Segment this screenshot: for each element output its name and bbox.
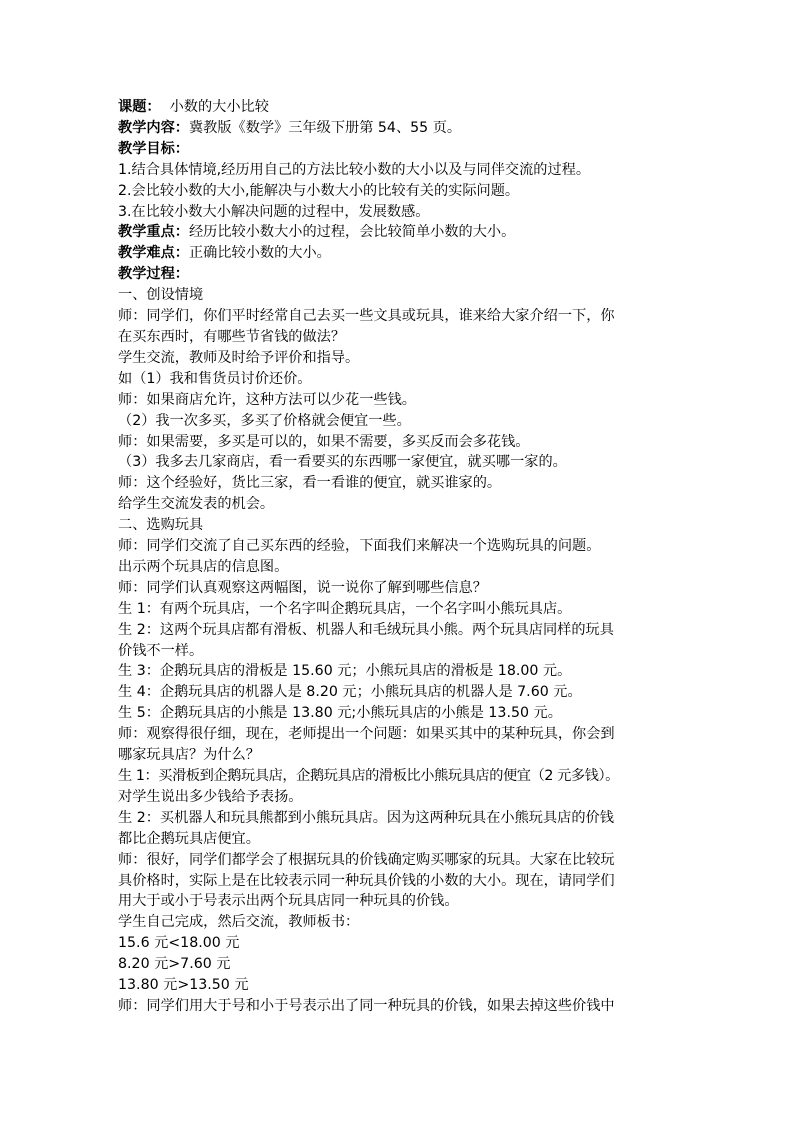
title-label: 课题： (118, 99, 161, 115)
text-line: 师：这个经验好，货比三家，看一看谁的便宜，就买谁家的。 (118, 475, 502, 492)
text-line: 生 5：企鹅玩具店的小熊是 13.80 元;小熊玩具店的小熊是 13.50 元。 (118, 705, 562, 722)
text-line: 师：很好，同学们都学会了根据玩具的价钱确定购买哪家的玩具。大家在比较玩 (118, 851, 615, 868)
difficulty-label: 教学难点： (118, 245, 189, 262)
text-line: 生 2：这两个玩具店都有滑板、机器人和毛绒玩具小熊。两个玩具店同样的玩具 (118, 621, 614, 638)
content-label: 教学内容： (118, 119, 189, 136)
board-writing-line: 13.80 元>13.50 元 (118, 977, 249, 994)
teaching-goals-heading: 教学目标： (118, 140, 189, 157)
text-line: 师：同学们用大于号和小于号表示出了同一种玩具的价钱，如果去掉这些价钱中 (118, 997, 615, 1014)
text-line: 都比企鹅玩具店便宜。 (118, 830, 260, 847)
lesson-title-line (118, 97, 738, 118)
section-heading: 二、选购玩具 (118, 517, 204, 534)
text-line: 学生交流，教师及时给予评价和指导。 (118, 349, 360, 366)
goal-item: 2.会比较小数的大小,能解决与小数大小的比较有关的实际问题。 (118, 182, 520, 199)
text-line: 如（1）我和售货员讨价还价。 (118, 370, 312, 387)
goal-item: 3.在比较小数大小解决问题的过程中，发展数感。 (118, 203, 430, 220)
text-line: 出示两个玩具店的信息图。 (118, 558, 289, 575)
board-writing-line: 15.6 元<18.00 元 (118, 935, 240, 952)
text-line: 师：如果需要，多买是可以的，如果不需要，多买反而会多花钱。 (118, 433, 530, 450)
text-line: 哪家玩具店？为什么？ (118, 747, 260, 764)
text-line: 学生自己完成，然后交流，教师板书： (118, 914, 360, 931)
text-line: （3）我多去几家商店，看一看要买的东西哪一家便宜，就买哪一家的。 (118, 454, 567, 471)
text-line: 具价格时，实际上是在比较表示同一种玩具价钱的小数的大小。现在，请同学们 (118, 872, 615, 889)
title-value: 小数的大小比较 (160, 99, 269, 115)
text-line: 生 1：买滑板到企鹅玩具店，企鹅玩具店的滑板比小熊玩具店的便宜（2 元多钱）。 (118, 768, 619, 784)
text-line: 对学生说出多少钱给予表扬。 (118, 788, 303, 805)
text-line: 价钱不一样。 (118, 642, 204, 659)
text-line: 师：同学们交流了自己买东西的经验，下面我们来解决一个选购玩具的问题。 (118, 538, 601, 555)
text-line: 师：同学们，你们平时经常自己去买一些文具或玩具，谁来给大家介绍一下，你 (118, 308, 615, 325)
text-line: 生 1：有两个玩具店，一个名字叫企鹅玩具店，一个名字叫小熊玩具店。 (118, 600, 572, 617)
teaching-process-heading: 教学过程： (118, 266, 189, 283)
text-line: 在买东西时，有哪些节省钱的做法？ (118, 328, 346, 345)
text-line: 给学生交流发表的机会。 (118, 496, 275, 513)
text-line: 师：同学们认真观察这两幅图，说一说你了解到哪些信息？ (118, 579, 487, 596)
text-line: （2）我一次多买，多买了价格就会便宜一些。 (118, 412, 411, 429)
text-line: 生 4：企鹅玩具店的机器人是 8.20 元；小熊玩具店的机器人是 7.60 元。 (118, 684, 582, 701)
text-line: 生 2：买机器人和玩具熊都到小熊玩具店。因为这两种玩具在小熊玩具店的价钱 (118, 809, 614, 826)
goal-item: 1.结合具体情境,经历用自己的方法比较小数的大小以及与同伴交流的过程。 (118, 161, 591, 178)
key-point-value: 经历比较小数大小的过程，会比较简单小数的大小。 (188, 224, 516, 241)
lesson-plan-document (118, 97, 738, 1017)
section-heading: 一、创设情境 (118, 287, 204, 304)
difficulty-line (118, 243, 738, 264)
difficulty-value: 正确比较小数的大小。 (188, 245, 331, 262)
content-value: 冀教版《数学》三年级下册第 54、55 页。 (188, 119, 462, 136)
key-point-label: 教学重点： (118, 224, 189, 241)
board-writing-line: 8.20 元>7.60 元 (118, 956, 231, 973)
teaching-content-line (118, 118, 738, 139)
key-point-line (118, 222, 738, 243)
text-line: 师：如果商店允许，这种方法可以少花一些钱。 (118, 391, 416, 408)
text-line: 师：观察得很仔细，现在，老师提出一个问题：如果买其中的某种玩具，你会到 (118, 726, 615, 743)
text-line: 生 3：企鹅玩具店的滑板是 15.60 元；小熊玩具店的滑板是 18.00 元。 (118, 663, 572, 680)
text-line: 用大于或小于号表示出两个玩具店同一种玩具的价钱。 (118, 893, 459, 910)
